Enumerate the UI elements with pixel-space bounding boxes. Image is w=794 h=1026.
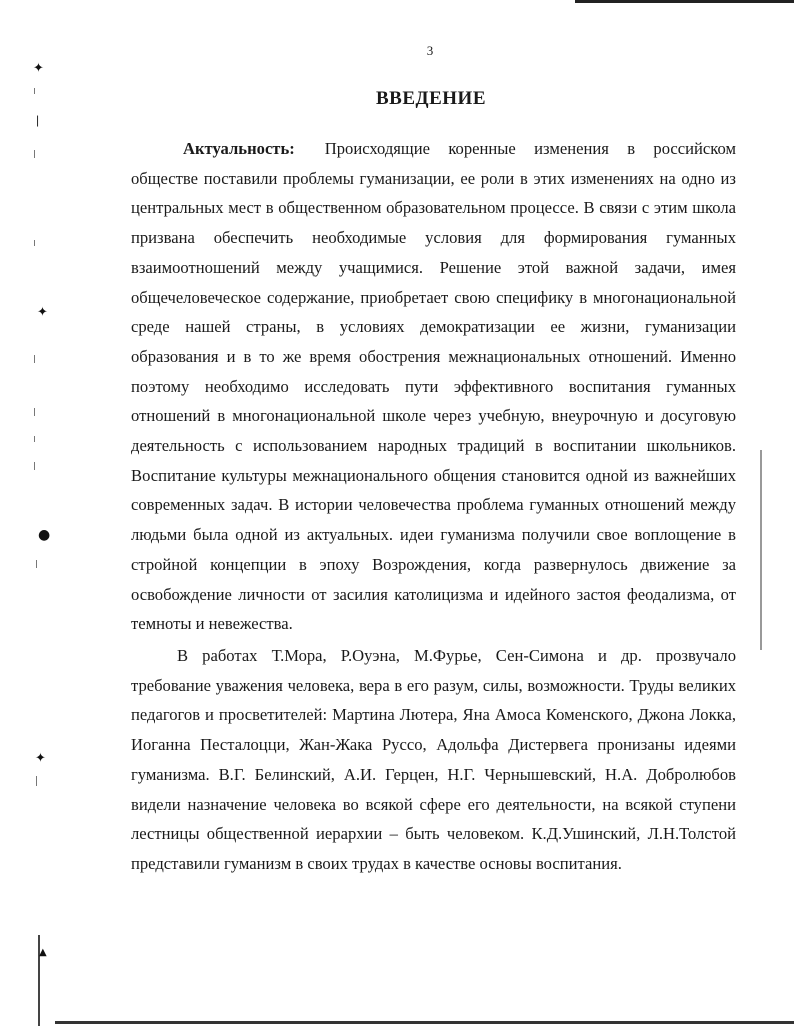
binding-hole-mark: ✦ [33,61,44,76]
binding-hole-mark: ▲ [39,947,47,958]
scan-tick [34,150,35,158]
paragraph-lead: Актуальность: [183,139,295,158]
scan-tick [36,776,37,786]
scan-tick [34,462,35,470]
scan-tick [34,436,35,442]
binding-hole-mark: ✦ [37,305,48,320]
scan-edge-right [760,450,762,650]
section-title: ВВЕДЕНИЕ [376,88,486,109]
scan-tick [34,355,35,363]
scan-edge-bottom [55,1021,794,1024]
binding-hole-mark: ✦ [35,751,46,766]
binding-hole-mark: ❘ [33,114,43,127]
binding-hole-mark: ● [38,527,51,543]
paragraph-relevance [131,134,736,639]
paragraph-humanism: В работах Т.Мора, Р.Оуэна, М.Фурье, Сен-Симона и др. прозвучало требование уважения человека, вера в его разум, силы, возможности. Труды великих педагогов и просветителей: Мартина Лютера, Яна Амоса Коменского, Джона Локка, Иоганна Песталоцци, Жан-Жака Руссо, Адольфа Дистервега пронизаны идеями гуманизма. В.Г. Белинский, А.И. Герцен, Н.Г. Чернышевский, Н.А. Добролюбов видели назначение человека во всякой сфере его деятельности, на всякой ступени лестницы общественной иерархии – быть человеком. К.Д.Ушинский, Л.Н.Толстой представили гуманизм в своих трудах в качестве основы воспитания. [131,646,736,873]
paragraph-text: Происходящие коренные изменения в российском обществе поставили проблемы гуманизации, ее роли в этих изменениях на одно из центральных мест в общественном образовательном процессе. В связи с этим школа призвана обеспечить необходимые условия для формирования гуманных взаимоотношений между учащимися. Решение этой важной задачи, имея общечеловеческое содержание, приобретает свою специфику в многонациональной среде нашей страны, в условиях демократизации ее жизни, гуманизации образования и в то же время обострения межнациональных отношений. Именно поэтому необходимо исследовать пути эффективного воспитания гуманных отношений в многонациональной школе через учебную, внеурочную и досуговую деятельность с использованием народных традиций в воспитании школьников. Воспитание культуры межнационального общения становится одной из важнейших современных задач. В истории человечества проблема гуманных отношений между людьми была одной из актуальных. идеи гуманизма получили свое воплощение в стройной концепции в эпоху Возрождения, когда развернулось движение за освобождение личности от засилия католицизма и идейного застоя феодализма, от темноты и невежества. [131,139,736,634]
scan-edge-top [575,0,794,3]
scan-tick [36,560,37,568]
page-number: 3 [426,43,434,58]
scan-tick [34,408,35,416]
scan-tick [34,240,35,246]
